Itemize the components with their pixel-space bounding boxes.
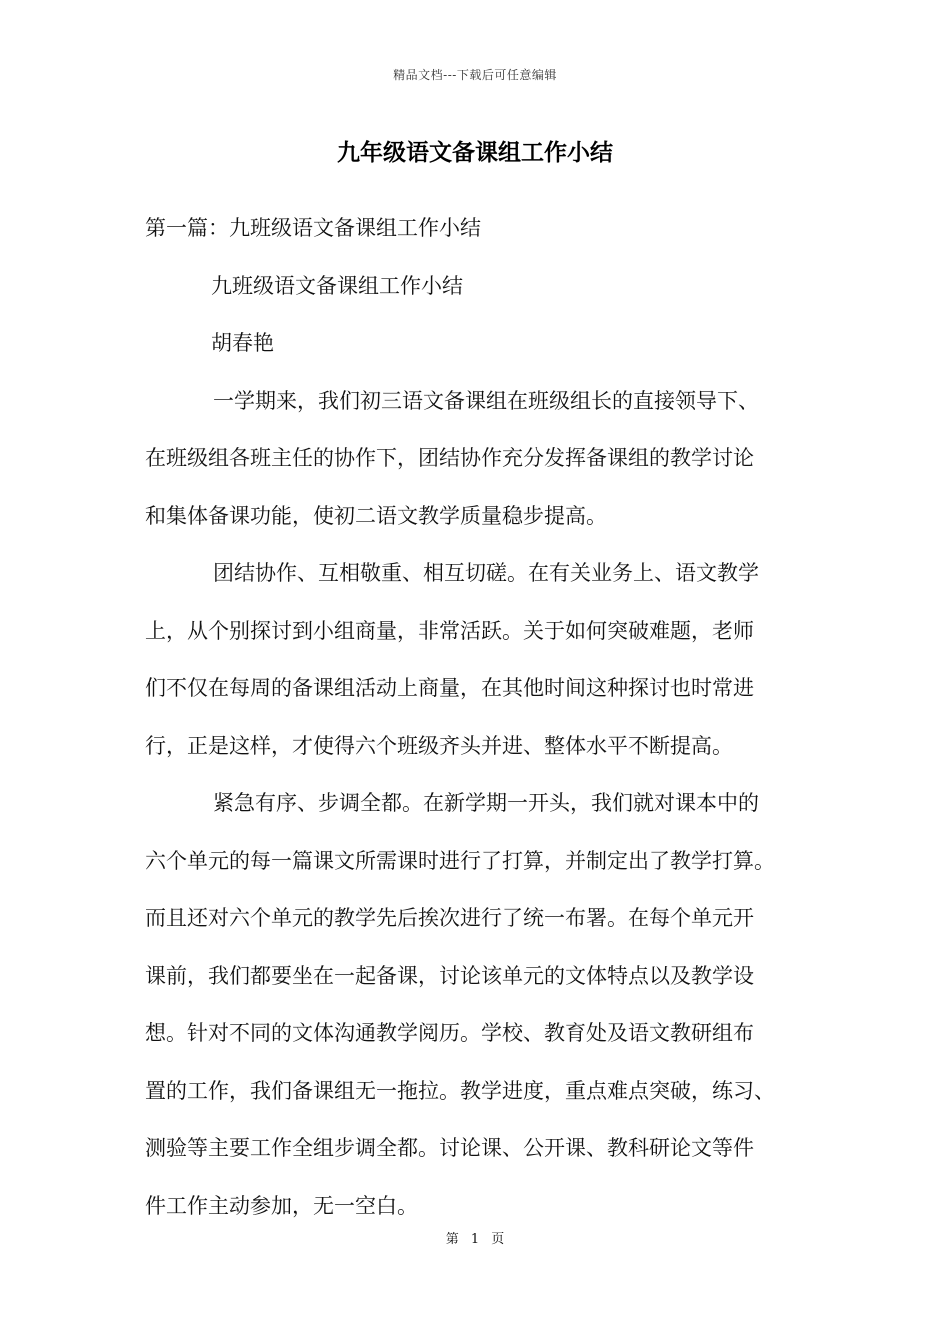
paragraph-line: 们不仅在每周的备课组活动上商量，在其他时间这种探讨也时常进: [145, 676, 754, 700]
page-number: 1: [470, 1232, 480, 1247]
page-footer: [0, 1228, 950, 1247]
paragraph-line: 测验等主要工作全组步调全都。讨论课、公开课、教科研论文等件: [145, 1136, 754, 1160]
paragraph-line: 行，正是这样，才使得六个班级齐头并进、整体水平不断提高。: [145, 733, 733, 758]
document-title: 九年级语文备课组工作小结: [337, 139, 613, 166]
paragraph-1: [145, 373, 810, 546]
paragraph-line: 件工作主动参加，无一空白。: [145, 1193, 418, 1218]
subtitle: 九班级语文备课组工作小结: [211, 273, 463, 298]
author-name: 胡春艳: [211, 331, 274, 355]
footer-suffix: 页: [491, 1232, 505, 1247]
paragraph-line: 六个单元的每一篇课文所需课时进行了打算，并制定出了教学打算。: [145, 848, 775, 873]
document-body: [145, 200, 810, 1235]
paragraph-line: 置的工作，我们备课组无一拖拉。教学进度，重点难点突破，练习、: [145, 1078, 775, 1103]
paragraph-line: 课前，我们都要坐在一起备课，讨论该单元的文体特点以及教学设: [145, 963, 754, 988]
footer-prefix: 第: [445, 1232, 459, 1247]
paragraph-line: 团结协作、互相敬重、相互切磋。在有关业务上、语文教学: [213, 561, 759, 585]
paragraph-line: 上，从个别探讨到小组商量，非常活跃。关于如何突破难题，老师: [145, 618, 754, 643]
paragraph-line: 而且还对六个单元的教学先后挨次进行了统一布署。在每个单元开: [145, 906, 754, 930]
paragraph-line: 紧急有序、步调全都。在新学期一开头，我们就对课本中的: [213, 791, 759, 815]
paragraph-line: 想。针对不同的文体沟通教学阅历。学校、教育处及语文教研组布: [145, 1021, 754, 1045]
paragraph-line: 和集体备课功能，使初二语文教学质量稳步提高。: [145, 503, 607, 528]
paragraph-line: 在班级组各班主任的协作下，团结协作充分发挥备课组的教学讨论: [145, 446, 754, 470]
page-header: 精品文档---下载后可任意编辑: [393, 68, 557, 82]
paragraph-line: 一学期来，我们初三语文备课组在班级组长的直接领导下、: [213, 388, 759, 413]
paragraph-2: [145, 545, 810, 775]
section-heading: 第一篇：九班级语文备课组工作小结: [145, 216, 481, 240]
paragraph-3: [145, 775, 810, 1235]
